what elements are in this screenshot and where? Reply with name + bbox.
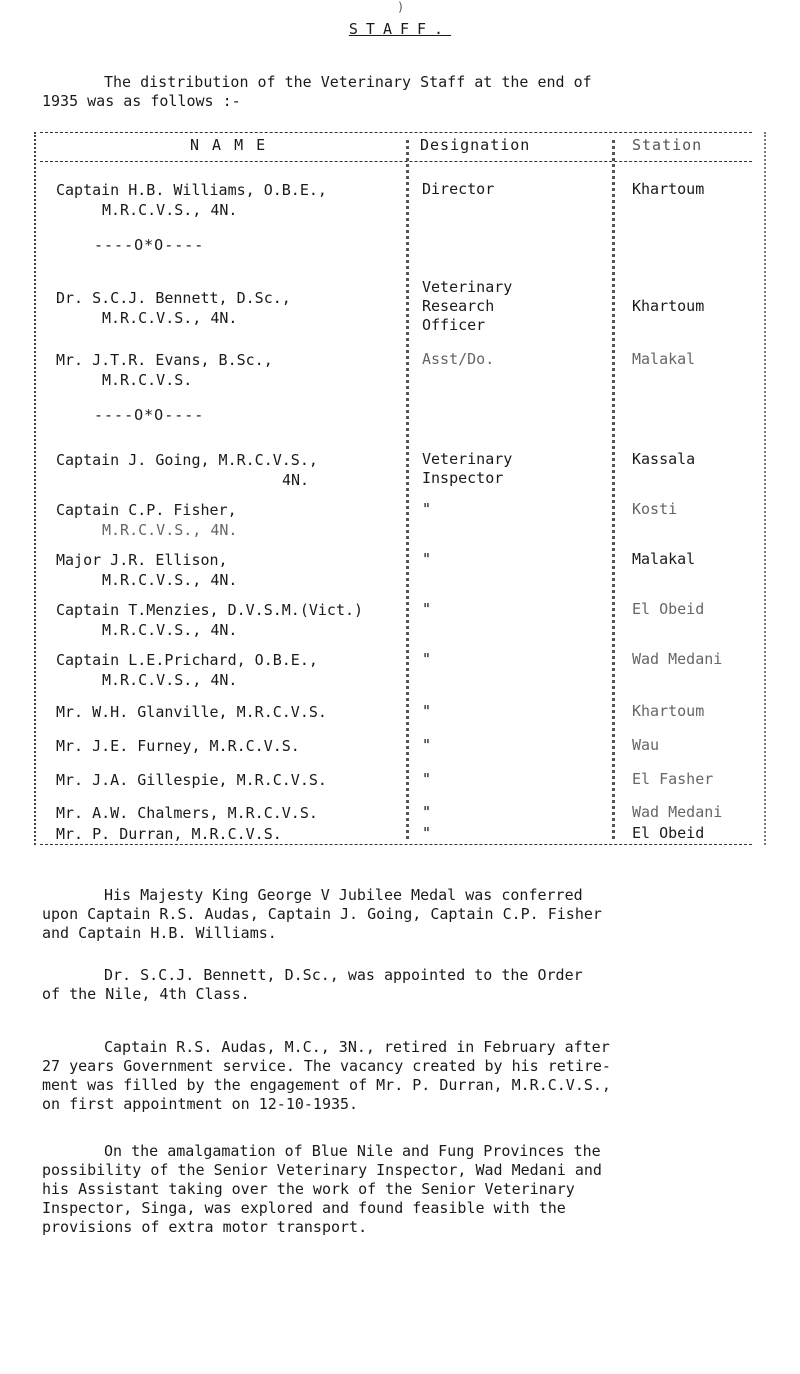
page-heading: STAFF. [348,20,452,38]
station: Khartoum [632,702,705,720]
station: El Obeid [632,600,705,618]
staff-name [56,803,396,823]
paragraph-line: 27 years Government service. The vacancy created by his retire- [42,1057,611,1075]
name-line-2: M.R.C.V.S., 4N. [102,201,238,219]
paragraph-line: Captain R.S. Audas, M.C., 3N., retired in February after [104,1038,610,1056]
designation [422,500,602,519]
designation-line: Veterinary [422,278,513,296]
designation [422,770,602,789]
station: Kosti [632,500,678,518]
staff-name [56,550,396,590]
paragraph-line: provisions of extra motor transport. [42,1218,368,1236]
designation-line: " [422,824,432,842]
designation [422,278,602,335]
name-line-1: Mr. P. Durran, M.R.C.V.S. [56,825,282,843]
name-line-1: Dr. S.C.J. Bennett, D.Sc., [56,289,291,307]
paragraph-line: On the amalgamation of Blue Nile and Fung Provinces the [104,1142,601,1160]
name-line-2: M.R.C.V.S., 4N. [102,621,238,639]
station: Khartoum [632,297,705,315]
header-name: N A M E [190,136,268,154]
station: Khartoum [632,180,705,198]
designation [422,600,602,619]
name-line-1: Captain J. Going, M.R.C.V.S., [56,451,318,469]
designation-line: " [422,803,432,821]
name-line-2: M.R.C.V.S., 4N. [102,521,238,539]
designation-line: " [422,770,432,788]
staff-name [56,450,396,490]
name-line-2: M.R.C.V.S., 4N. [102,571,238,589]
name-line-1: Major J.R. Ellison, [56,551,228,569]
staff-name [56,736,396,756]
name-line-2: 4N. [282,471,310,489]
name-line-1: Captain C.P. Fisher, [56,501,237,519]
station: El Obeid [632,824,705,842]
table-header-rule [40,161,752,162]
name-line-2: M.R.C.V.S. [102,371,193,389]
paragraph-line: of the Nile, 4th Class. [42,985,250,1003]
staff-name [56,600,396,640]
station: Kassala [632,450,696,468]
paragraph-medal [42,886,772,943]
name-line-1: Captain T.Menzies, D.V.S.M.(Vict.) [56,601,364,619]
staff-name [56,650,396,690]
designation-line: Inspector [422,469,504,487]
designation-line: Veterinary [422,450,513,468]
station: Malakal [632,550,696,568]
page-mark: ) [397,0,405,14]
designation [422,824,602,843]
name-line-1: Mr. J.A. Gillespie, M.R.C.V.S. [56,771,327,789]
paragraph-line: His Majesty King George V Jubilee Medal was conferred [104,886,583,904]
staff-name [56,278,396,328]
designation-line: " [422,500,432,518]
column-separator-2 [612,140,615,839]
paragraph-retirement [42,1038,772,1114]
separator-ornament: ----O*O---- [94,236,205,254]
staff-name [56,180,396,220]
designation-line: " [422,600,432,618]
station: Wad Medani [632,803,723,821]
name-line-1: Mr. W.H. Glanville, M.R.C.V.S. [56,703,327,721]
paragraph-amalgamation [42,1142,772,1237]
staff-name [56,350,396,390]
designation [422,180,602,199]
designation [422,350,602,369]
designation-line: " [422,736,432,754]
designation [422,550,602,569]
paragraph-line: Dr. S.C.J. Bennett, D.Sc., was appointed to the Order [104,966,583,984]
table-right-border [764,132,766,845]
paragraph-line: and Captain H.B. Williams. [42,924,277,942]
name-line-1: Mr. A.W. Chalmers, M.R.C.V.S. [56,804,318,822]
station: Malakal [632,350,696,368]
name-line-1: Captain H.B. Williams, O.B.E., [56,181,327,199]
staff-table [30,130,772,845]
name-line-1: Mr. J.E. Furney, M.R.C.V.S. [56,737,300,755]
designation-line: Director [422,180,495,198]
header-station: Station [632,136,703,154]
staff-name [56,702,396,722]
station: Wau [632,736,660,754]
station: El Fasher [632,770,714,788]
designation-line: " [422,702,432,720]
staff-name [56,770,396,790]
name-line-1: Captain L.E.Prichard, O.B.E., [56,651,318,669]
designation-line: Research [422,297,495,315]
designation-line: " [422,550,432,568]
staff-name [56,500,396,540]
designation [422,803,602,822]
paragraph-line: upon Captain R.S. Audas, Captain J. Going, Captain C.P. Fisher [42,905,602,923]
separator-ornament: ----O*O---- [94,406,205,424]
table-top-rule [40,132,752,133]
paragraph-order-of-nile [42,966,772,1004]
designation-line: " [422,650,432,668]
station: Wad Medani [632,650,723,668]
staff-name [56,824,396,844]
intro-line-2: 1935 was as follows :- [42,92,241,110]
table-left-border [34,132,36,845]
designation [422,450,602,488]
designation [422,702,602,721]
name-line-2: M.R.C.V.S., 4N. [102,671,238,689]
intro-line-1: The distribution of the Veterinary Staff at the end of [104,73,592,91]
paragraph-line: Inspector, Singa, was explored and found feasible with the [42,1199,566,1217]
designation-line: Asst/Do. [422,350,495,368]
paragraph-line: his Assistant taking over the work of the Senior Veterinary [42,1180,575,1198]
paragraph-line: on first appointment on 12-10-1935. [42,1095,359,1113]
name-line-1: Mr. J.T.R. Evans, B.Sc., [56,351,273,369]
paragraph-line: possibility of the Senior Veterinary Inspector, Wad Medani and [42,1161,602,1179]
header-designation: Designation [420,136,531,154]
designation [422,736,602,755]
table-bottom-rule [40,844,752,845]
designation [422,650,602,669]
paragraph-line: ment was filled by the engagement of Mr. P. Durran, M.R.C.V.S., [42,1076,611,1094]
name-line-2: M.R.C.V.S., 4N. [102,309,238,327]
designation-line: Officer [422,316,486,334]
intro-text [42,73,762,111]
